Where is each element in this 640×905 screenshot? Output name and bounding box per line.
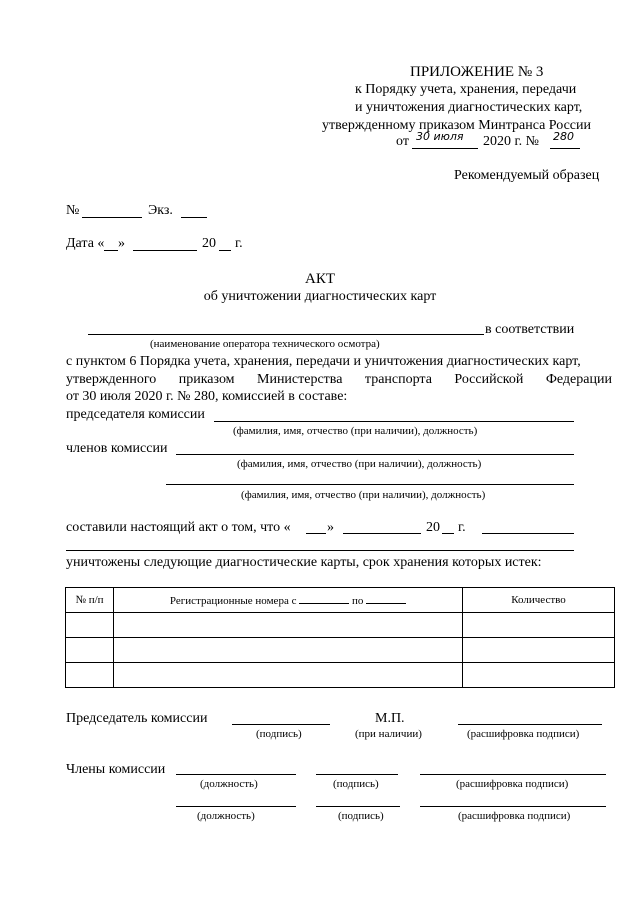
member1-position-field[interactable] <box>176 774 296 775</box>
appendix-order-handwritten: 280 <box>553 130 574 143</box>
member2-decode-field[interactable] <box>420 806 606 807</box>
member1-decode-field[interactable] <box>420 774 606 775</box>
appendix-date-prefix: от <box>396 134 409 149</box>
compiled-year: 20 <box>426 520 440 535</box>
table-cell[interactable] <box>114 613 463 638</box>
date-day-field[interactable] <box>104 250 118 251</box>
table-row <box>66 613 615 638</box>
appendix-title: ПРИЛОЖЕНИЕ № 3 <box>410 64 544 80</box>
paragraph-word: Министерства <box>257 372 343 387</box>
compiled-place-field[interactable] <box>482 533 574 534</box>
paragraph-word: приказом <box>178 372 235 387</box>
member1-signature-hint: (подпись) <box>333 778 379 790</box>
destroyed-text: уничтожены следующие диагностические карты, срок хранения которых истек: <box>66 555 542 570</box>
table-cell[interactable] <box>66 638 114 663</box>
table-header-row <box>66 588 615 613</box>
member-fio-hint-1: (фамилия, имя, отчество (при наличии), должность) <box>237 458 482 470</box>
col-regnumbers-header <box>114 588 463 613</box>
table-cell[interactable] <box>463 613 615 638</box>
member2-decode-hint: (расшифровка подписи) <box>458 810 571 822</box>
act-title: АКТ <box>305 271 335 287</box>
members-label: членов комиссии <box>66 441 168 456</box>
date-year-label: 20 <box>202 236 216 251</box>
operator-field[interactable] <box>88 334 484 335</box>
table-row <box>66 663 615 688</box>
chairman-field[interactable] <box>214 421 574 422</box>
stamp-hint: (при наличии) <box>355 728 422 740</box>
recommended-sample: Рекомендуемый образец <box>454 168 600 183</box>
appendix-line-2: и уничтожения диагностических карт, <box>355 100 583 115</box>
number-label: № <box>66 203 80 218</box>
paragraph-word: Российской <box>454 372 524 387</box>
table-cell[interactable] <box>66 663 114 688</box>
chairman-fio-hint: (фамилия, имя, отчество (при наличии), должность) <box>233 425 478 437</box>
appendix-date-year: 2020 г. № <box>483 134 540 149</box>
col-regnumbers-mid: по <box>351 595 364 607</box>
chairman-decode-hint: (расшифровка подписи) <box>467 728 580 740</box>
table-row <box>66 638 615 663</box>
copy-field[interactable] <box>181 217 207 218</box>
col-regnumbers-prefix: Регистрационные номера с <box>169 595 297 607</box>
appendix-date-handwritten: 30 июля <box>416 130 464 143</box>
copy-label: Экз. <box>148 203 173 218</box>
member1-position-hint: (должность) <box>200 778 258 790</box>
table-cell[interactable] <box>114 638 463 663</box>
member-field-2[interactable] <box>166 484 574 485</box>
date-close: » <box>118 236 125 251</box>
member2-signature-field[interactable] <box>316 806 400 807</box>
paragraph-word: утвержденного <box>66 372 157 387</box>
regnumber-from-field[interactable] <box>299 593 349 604</box>
member-fio-hint-2: (фамилия, имя, отчество (при наличии), должность) <box>241 489 486 501</box>
paragraph-word: транспорта <box>364 372 432 387</box>
date-label: Дата « <box>66 236 105 251</box>
table-cell[interactable] <box>463 638 615 663</box>
table-cell[interactable] <box>66 613 114 638</box>
appendix-line-3: утвержденному приказом Минтранса России <box>322 118 592 133</box>
chairman-label: председателя комиссии <box>66 407 205 422</box>
paragraph-line-1: с пунктом 6 Порядка учета, хранения, передачи и уничтожения диагностических карт, <box>66 354 581 369</box>
member2-position-field[interactable] <box>176 806 296 807</box>
chairman-decode-field[interactable] <box>458 724 602 725</box>
member2-position-hint: (должность) <box>197 810 255 822</box>
appendix-line-1: к Порядку учета, хранения, передачи <box>355 82 577 97</box>
member1-signature-field[interactable] <box>316 774 398 775</box>
date-month-field[interactable] <box>133 250 197 251</box>
compiled-extra-field[interactable] <box>66 550 574 551</box>
appendix-order-line <box>550 148 580 149</box>
member-field-1[interactable] <box>176 454 574 455</box>
compiled-close: » <box>327 520 334 535</box>
date-year-field[interactable] <box>219 250 231 251</box>
member1-decode-hint: (расшифровка подписи) <box>456 778 569 790</box>
in-accordance-text: в соответствии <box>485 322 575 337</box>
compiled-year-field[interactable] <box>442 533 454 534</box>
chairman-signature-field[interactable] <box>232 724 330 725</box>
act-subtitle: об уничтожении диагностических карт <box>203 289 437 304</box>
compiled-year-suffix: г. <box>458 520 466 535</box>
compiled-month-field[interactable] <box>343 533 421 534</box>
regnumber-to-field[interactable] <box>366 593 406 604</box>
chairman-signature-hint: (подпись) <box>256 728 302 740</box>
paragraph-word: Федерации <box>545 372 612 387</box>
col-quantity-header: Количество <box>463 588 615 613</box>
paragraph-line-3: от 30 июля 2020 г. № 280, комиссией в составе: <box>66 389 348 404</box>
paragraph-line-2 <box>66 372 612 387</box>
members-signature-label: Члены комиссии <box>66 762 166 777</box>
compiled-text: составили настоящий акт о том, что « <box>66 520 291 535</box>
number-field[interactable] <box>82 217 142 218</box>
appendix-date-line <box>412 148 478 149</box>
date-year-suffix: г. <box>235 236 243 251</box>
table-cell[interactable] <box>114 663 463 688</box>
operator-hint: (наименование оператора технического осмотра) <box>150 338 380 350</box>
chairman-signature-label: Председатель комиссии <box>66 711 208 726</box>
table-cell[interactable] <box>463 663 615 688</box>
stamp-label: М.П. <box>375 711 405 726</box>
member2-signature-hint: (подпись) <box>338 810 384 822</box>
compiled-day-field[interactable] <box>306 533 326 534</box>
diagnostic-cards-table <box>65 587 615 688</box>
col-number-header: № п/п <box>66 588 114 613</box>
